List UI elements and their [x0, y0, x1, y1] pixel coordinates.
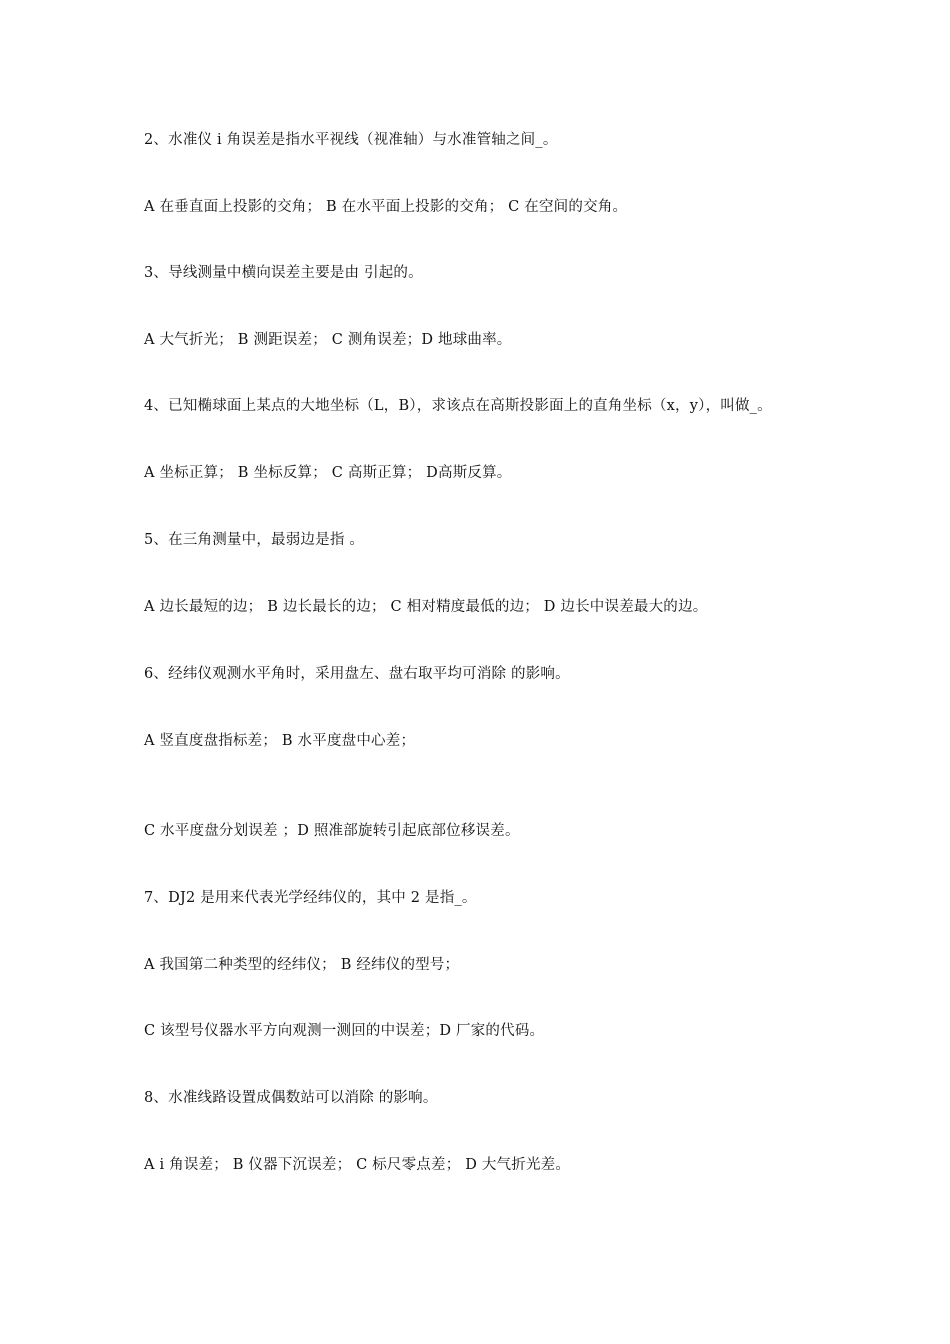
question-7-options-line-2: C 该型号仪器水平方向观测一测回的中误差；D 厂家的代码。: [144, 1023, 545, 1039]
question-6-options-line-1: A 竖直度盘指标差； B 水平度盘中心差；: [144, 733, 416, 749]
question-7-text: 7、DJ2 是用来代表光学经纬仪的，其中 2 是指_。: [144, 890, 477, 906]
question-7-options-line-1: A 我国第二种类型的经纬仪； B 经纬仪的型号；: [144, 957, 460, 973]
question-6-options-line-2: C 水平度盘分划误差 ；D 照准部旋转引起底部位移误差。: [144, 823, 520, 839]
question-8-text: 8、水准线路设置成偶数站可以消除 的影响。: [144, 1090, 438, 1106]
question-5-options: A 边长最短的边； B 边长最长的边； C 相对精度最低的边； D 边长中误差最大的边。: [144, 599, 708, 615]
question-2-options: A 在垂直面上投影的交角； B 在水平面上投影的交角； C 在空间的交角。: [144, 199, 628, 215]
question-3-text: 3、导线测量中横向误差主要是由 引起的。: [144, 265, 423, 281]
question-2-text: 2、水准仪 i 角误差是指水平视线（视准轴）与水准管轴之间_。: [144, 132, 558, 148]
question-4-options: A 坐标正算； B 坐标反算； C 高斯正算； D高斯反算。: [144, 465, 512, 481]
question-8-options: A i 角误差； B 仪器下沉误差； C 标尺零点差； D 大气折光差。: [144, 1157, 571, 1173]
question-6-text: 6、经纬仪观测水平角时，采用盘左、盘右取平均可消除 的影响。: [144, 666, 570, 682]
question-5-text: 5、在三角测量中，最弱边是指 。: [144, 532, 365, 548]
question-4-text: 4、已知椭球面上某点的大地坐标（L，B），求该点在高斯投影面上的直角坐标（x，y），叫做_。: [144, 398, 772, 414]
question-3-options: A 大气折光； B 测距误差； C 测角误差；D 地球曲率。: [144, 332, 512, 348]
